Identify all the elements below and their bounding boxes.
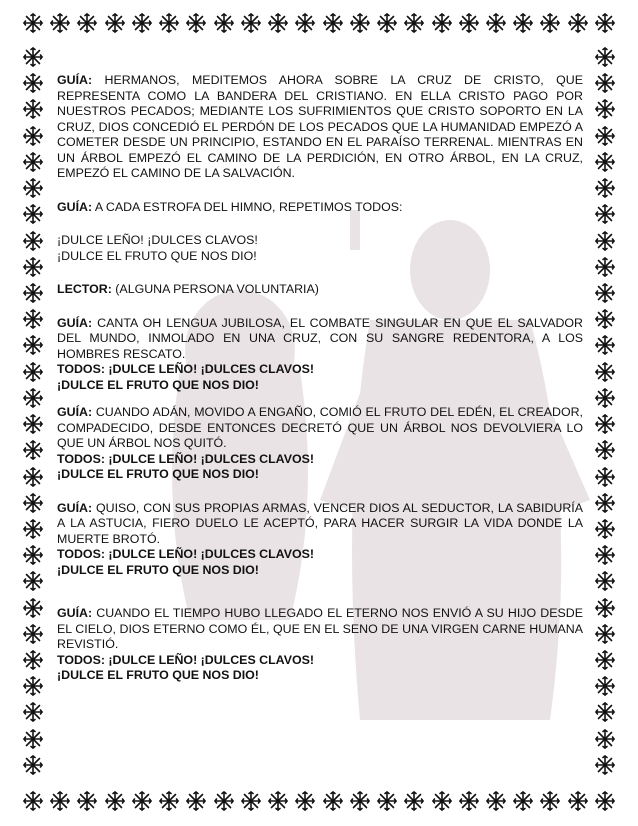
fruto-line: ¡DULCE EL FRUTO QUE NOS DIO! [57, 562, 259, 577]
guide-label: GUÍA: [57, 315, 93, 330]
asterisk-ornament-icon [349, 12, 371, 34]
asterisk-ornament-icon [294, 12, 316, 34]
lector-paragraph [57, 282, 583, 298]
asterisk-ornament-icon [294, 790, 316, 812]
bottom-border [22, 790, 616, 812]
document-body [57, 73, 583, 684]
asterisk-ornament-icon [594, 125, 616, 147]
todos-line: TODOS: ¡DULCE LEÑO! ¡DULCES CLAVOS! [57, 362, 314, 376]
asterisk-ornament-icon [594, 466, 616, 488]
asterisk-ornament-icon [594, 649, 616, 671]
stanza-paragraph [57, 316, 583, 363]
asterisk-ornament-icon [185, 12, 207, 34]
asterisk-ornament-icon [22, 125, 44, 147]
asterisk-ornament-icon [376, 12, 398, 34]
asterisk-ornament-icon [22, 728, 44, 750]
asterisk-ornament-icon [22, 387, 44, 409]
refrain-line: ¡DULCE EL FRUTO QUE NOS DIO! [57, 248, 257, 263]
asterisk-ornament-icon [22, 649, 44, 671]
todos-line: TODOS: ¡DULCE LEÑO! ¡DULCES CLAVOS! [57, 451, 314, 466]
asterisk-ornament-icon [22, 466, 44, 488]
asterisk-ornament-icon [594, 230, 616, 252]
lector-label: LECTOR: [57, 282, 112, 296]
asterisk-ornament-icon [512, 12, 534, 34]
asterisk-ornament-icon [594, 675, 616, 697]
asterisk-ornament-icon [22, 256, 44, 278]
asterisk-ornament-icon [349, 790, 371, 812]
asterisk-ornament-icon [76, 790, 98, 812]
asterisk-ornament-icon [594, 334, 616, 356]
asterisk-ornament-icon [594, 308, 616, 330]
asterisk-ornament-icon [322, 790, 344, 812]
asterisk-ornament-icon [594, 623, 616, 645]
asterisk-ornament-icon [158, 12, 180, 34]
asterisk-ornament-icon [267, 12, 289, 34]
asterisk-ornament-icon [131, 790, 153, 812]
asterisk-ornament-icon [594, 177, 616, 199]
asterisk-ornament-icon [22, 701, 44, 723]
asterisk-ornament-icon [485, 790, 507, 812]
asterisk-ornament-icon [594, 46, 616, 68]
asterisk-ornament-icon [22, 570, 44, 592]
asterisk-ornament-icon [458, 790, 480, 812]
left-border [22, 46, 44, 776]
fruto-line: ¡DULCE EL FRUTO QUE NOS DIO! [57, 467, 259, 481]
asterisk-ornament-icon [22, 98, 44, 120]
asterisk-ornament-icon [22, 72, 44, 94]
asterisk-ornament-icon [594, 439, 616, 461]
intro-text: HERMANOS, MEDITEMOS AHORA SOBRE LA CRUZ DE CRISTO, QUE REPRESENTA COMO LA BANDERA DEL CRISTIANO. EN ELLA CRISTO PAGO POR NUESTROS PECADOS; MEDIANTE LOS SUFRIMIENTOS QUE CRISTO SOPORTO EN LA CRUZ, DIOS CONCEDIÓ EL PERDÓN DE LOS PECADOS QUE LA HUMANIDAD EMPEZÓ A COMETER DESDE UN PRINCIPIO, ESTANDO EN EL PARAÍSO TERRENAL. MIENTRAS EN UN ÁRBOL EMPEZÓ EL CAMINO DE LA PERDICIÓN, EN OTRO ÁRBOL, EN LA CRUZ, EMPEZÓ EL CAMINO DE LA SALVACIÓN. [57, 73, 583, 180]
asterisk-ornament-icon [594, 570, 616, 592]
asterisk-ornament-icon [594, 701, 616, 723]
asterisk-ornament-icon [594, 544, 616, 566]
asterisk-ornament-icon [22, 623, 44, 645]
guide-label: GUÍA: [57, 199, 93, 214]
asterisk-ornament-icon [22, 754, 44, 776]
asterisk-ornament-icon [22, 151, 44, 173]
guide-label: GUÍA: [57, 405, 93, 419]
asterisk-ornament-icon [76, 12, 98, 34]
todos-line: TODOS: ¡DULCE LEÑO! ¡DULCES CLAVOS! [57, 547, 314, 561]
asterisk-ornament-icon [594, 413, 616, 435]
instruction-paragraph [57, 200, 583, 216]
stanza [57, 606, 583, 684]
asterisk-ornament-icon [22, 492, 44, 514]
asterisk-ornament-icon [22, 230, 44, 252]
asterisk-ornament-icon [22, 790, 44, 812]
asterisk-ornament-icon [22, 12, 44, 34]
asterisk-ornament-icon [594, 12, 616, 34]
asterisk-ornament-icon [594, 728, 616, 750]
asterisk-ornament-icon [594, 790, 616, 812]
intro-paragraph [57, 73, 583, 182]
asterisk-ornament-icon [267, 790, 289, 812]
asterisk-ornament-icon [594, 72, 616, 94]
asterisk-ornament-icon [22, 675, 44, 697]
todos-line: TODOS: ¡DULCE LEÑO! ¡DULCES CLAVOS! [57, 652, 314, 667]
instruction-text: A CADA ESTROFA DEL HIMNO, REPETIMOS TODOS: [94, 199, 403, 214]
asterisk-ornament-icon [22, 413, 44, 435]
stanza [57, 501, 583, 579]
stanza-paragraph [57, 501, 583, 548]
asterisk-ornament-icon [240, 790, 262, 812]
asterisk-ornament-icon [185, 790, 207, 812]
asterisk-ornament-icon [431, 790, 453, 812]
fruto-line: ¡DULCE EL FRUTO QUE NOS DIO! [57, 377, 259, 392]
asterisk-ornament-icon [594, 492, 616, 514]
asterisk-ornament-icon [567, 790, 589, 812]
stanza-text: QUISO, CON SUS PROPIAS ARMAS, VENCER DIOS AL SEDUCTOR, LA SABIDURÍA A LA ASTUCIA, FIERO DUELO LE ACEPTÓ, PARA HACER SURGIR LA VIDA DONDE LA MUERTE BROTÓ. [57, 500, 583, 546]
asterisk-ornament-icon [240, 12, 262, 34]
right-border [594, 46, 616, 776]
asterisk-ornament-icon [158, 790, 180, 812]
asterisk-ornament-icon [49, 12, 71, 34]
asterisk-ornament-icon [131, 12, 153, 34]
stanza-paragraph [57, 405, 583, 452]
asterisk-ornament-icon [594, 518, 616, 540]
asterisk-ornament-icon [539, 12, 561, 34]
asterisk-ornament-icon [22, 177, 44, 199]
refrain-line: ¡DULCE LEÑO! ¡DULCES CLAVOS! [57, 233, 258, 247]
asterisk-ornament-icon [431, 12, 453, 34]
asterisk-ornament-icon [594, 203, 616, 225]
asterisk-ornament-icon [22, 544, 44, 566]
asterisk-ornament-icon [22, 46, 44, 68]
fruto-line: ¡DULCE EL FRUTO QUE NOS DIO! [57, 668, 259, 682]
asterisk-ornament-icon [594, 754, 616, 776]
asterisk-ornament-icon [49, 790, 71, 812]
guide-label: GUÍA: [57, 500, 93, 515]
stanza-text: CANTA OH LENGUA JUBILOSA, EL COMBATE SINGULAR EN QUE EL SALVADOR DEL MUNDO, INMOLADO EN UNA CRUZ, CON SU SANGRE REDENTORA, A LOS HOMBRES RESCATO. [57, 315, 583, 361]
asterisk-ornament-icon [512, 790, 534, 812]
asterisk-ornament-icon [594, 151, 616, 173]
asterisk-ornament-icon [403, 790, 425, 812]
asterisk-ornament-icon [104, 790, 126, 812]
asterisk-ornament-icon [594, 282, 616, 304]
asterisk-ornament-icon [594, 256, 616, 278]
asterisk-ornament-icon [485, 12, 507, 34]
stanza-text: CUANDO EL TIEMPO HUBO LLEGADO EL ETERNO NOS ENVIÓ A SU HIJO DESDE EL CIELO, DIOS ETERNO COMO ÉL, QUE EN EL SENO DE UNA VIRGEN CARNE HUMANA REVISTIÓ. [57, 606, 583, 651]
asterisk-ornament-icon [594, 597, 616, 619]
asterisk-ornament-icon [539, 790, 561, 812]
asterisk-ornament-icon [594, 387, 616, 409]
asterisk-ornament-icon [403, 12, 425, 34]
asterisk-ornament-icon [213, 790, 235, 812]
guide-label: GUÍA: [57, 73, 93, 87]
asterisk-ornament-icon [22, 334, 44, 356]
asterisk-ornament-icon [22, 203, 44, 225]
asterisk-ornament-icon [594, 98, 616, 120]
asterisk-ornament-icon [22, 308, 44, 330]
asterisk-ornament-icon [458, 12, 480, 34]
lector-text: (ALGUNA PERSONA VOLUNTARIA) [115, 282, 319, 296]
stanza [57, 316, 583, 394]
asterisk-ornament-icon [376, 790, 398, 812]
guide-label: GUÍA: [57, 606, 93, 620]
stanza [57, 405, 583, 483]
asterisk-ornament-icon [22, 282, 44, 304]
stanza-paragraph [57, 606, 583, 653]
asterisk-ornament-icon [594, 361, 616, 383]
asterisk-ornament-icon [22, 361, 44, 383]
asterisk-ornament-icon [322, 12, 344, 34]
asterisk-ornament-icon [22, 439, 44, 461]
asterisk-ornament-icon [104, 12, 126, 34]
stanza-text: CUANDO ADÁN, MOVIDO A ENGAÑO, COMIÓ EL FRUTO DEL EDÉN, EL CREADOR, COMPADECIDO, DESDE ENTONCES DECRETÓ QUE UN ÁRBOL NOS DEVOLVIERA LO QUE UN ÁRBOL NOS QUITÓ. [57, 405, 583, 450]
top-border [22, 12, 616, 34]
asterisk-ornament-icon [567, 12, 589, 34]
asterisk-ornament-icon [22, 518, 44, 540]
asterisk-ornament-icon [213, 12, 235, 34]
asterisk-ornament-icon [22, 597, 44, 619]
